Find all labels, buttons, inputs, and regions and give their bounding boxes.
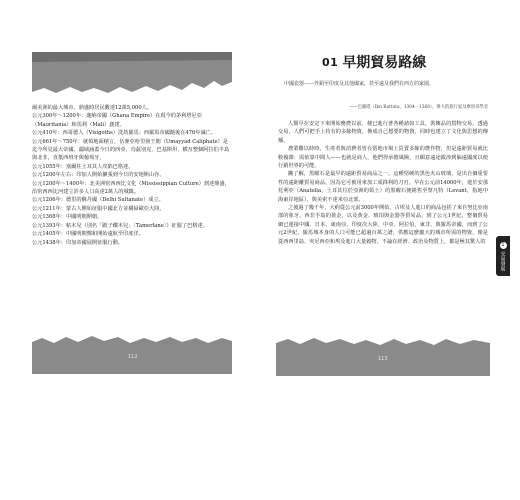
chapter-heading <box>322 52 426 72</box>
chapter-thumb-tab <box>496 236 510 276</box>
body-paragraph: 農業難以時時，生產者與消費者皆在當地市場上買賣多餘的農作物，但是遠距貿易就比較複雜：需依靠中間人——也就是商人，他們得承擔風險，且願意遠途跋涉到偏遠國度以便行銷世界的可能。 <box>278 146 488 170</box>
chapter-title: 早期貿易路線 <box>342 55 427 71</box>
right-page <box>270 52 500 452</box>
chronology-line: 公元1211年：蒙古人開始征服中國北方並橫掃歐亞大陸。 <box>32 205 165 212</box>
page-number-left: 112 <box>128 354 138 360</box>
chronology-line: 公元661年〜750年：就領地面積言，伍麥亞哈里發王朝（Umayyad Caliphate）是迄今所見最大帝國，疆域涵蓋今日的西亞、烏茲別克、巴基斯坦、横亙整個阿拉伯半島與北非，直抵西班牙與葡萄牙。 <box>32 138 230 162</box>
chronology-line: 爾美洲的最大城市，鼎盛時居民數達12萬5,000人。 <box>32 105 153 111</box>
chronology-line: 公元1055年：塞爾柱土耳其人攻陷巴格達。 <box>32 163 134 170</box>
chronology-line: 公元1405年：中國明朝鄭和開始遠航至印度洋。 <box>32 231 144 238</box>
chronology-line: 公元1368年：中國明朝開朝。 <box>32 214 103 221</box>
chronology-line: 公元1206年：德里的蘇丹國（Delhi Sultanate）成立。 <box>32 197 164 204</box>
torn-paper-top-graphic <box>32 52 232 94</box>
left-page <box>32 52 232 452</box>
chronology-list <box>32 104 232 247</box>
epigraph-attribution: ——巴圖塔（Ibn Battuta，1304－1368），偉大的旅行家及摩洛哥學者 <box>348 105 488 110</box>
body-paragraph: 人類早在安定下來開始務農以前，便已進行著各種諸如工具、裝飾品的貨物交易，透過交易，人們可把手上持有的多餘物資，換成自己想要的物資，同時也建立了文化與思想的傳播。 <box>278 121 488 144</box>
chronology-line: 公元410年：西哥德人（Visigoths）洗劫羅馬；西羅馬帝國隨後在476年滅亡。 <box>32 130 217 137</box>
chronology-line: 公元300年〜1200年：迦納帝國（Ghana Empire）在現今的茅利塔尼亞（Mauritania）和馬利（Mali）創建。 <box>32 113 202 128</box>
chronology-line: 公元1438年：印加帝國展開征服行動。 <box>32 239 124 246</box>
chapter-number: 01 <box>322 55 339 69</box>
body-paragraph: 撇了解，黑曜石是最早的遠距貿易商品之一。這種堅硬的黑色火山玻璃，是出自個重要性的遠距離貿易商品，因為它可被用來加工成鋒利的刀刃。早在公元前14000年，遊於安那托利亞（Anatolia，土耳其位於亞洲的領土）的黑曜石便銷售至黎凡特（Levant，指地中海東岸地區），與美索不達米亞北部。 <box>278 171 488 203</box>
epigraph: 中國瓷器——外銷至印度及其他國家，甚至遠及我們在西方的家園。 <box>284 81 435 87</box>
page-number-right: 113 <box>378 356 388 362</box>
chronology-line: 公元1393年：帖木兒（別名「跛子鐵木兒」〔Tamerlane〕）征服了巴格達。 <box>32 222 208 229</box>
chronology-line: 公元1200年〜1400年：北美洲密西西比文化（Mississippian Culture）到達鼎盛，沿密西西比河建立許多人口高達2萬人的城鎮。 <box>32 180 230 196</box>
tab-number: 1 <box>501 241 505 248</box>
body-paragraph: 之後過了幾千年，大約從公元前3000年開始，古埃及人進口的商品包括了來自努比亞南部的象牙、西非手島的黃金，以及黃金、琥珀與金器等貿易品。到了公元1世紀，整個貿易網已連接中國、日本、東南亞、印度次大陸、中亞、阿拉伯、東非、與羅馬帝國，而到了公元2世紀，羅馬城本身的人口可能已超過百萬之譜，供應這麼龐大的城市所需的物資，像是從西西里島、突尼西亞和埃及進口大量穀物，不論在經濟、政治及物質上，都是極其驚人的 <box>278 205 488 245</box>
body-text <box>278 120 488 246</box>
tab-label: 交易發展 <box>499 250 506 271</box>
chronology-line: 公元1200年左右：印加人開始擴張到今日的安地斯山谷。 <box>32 172 165 179</box>
